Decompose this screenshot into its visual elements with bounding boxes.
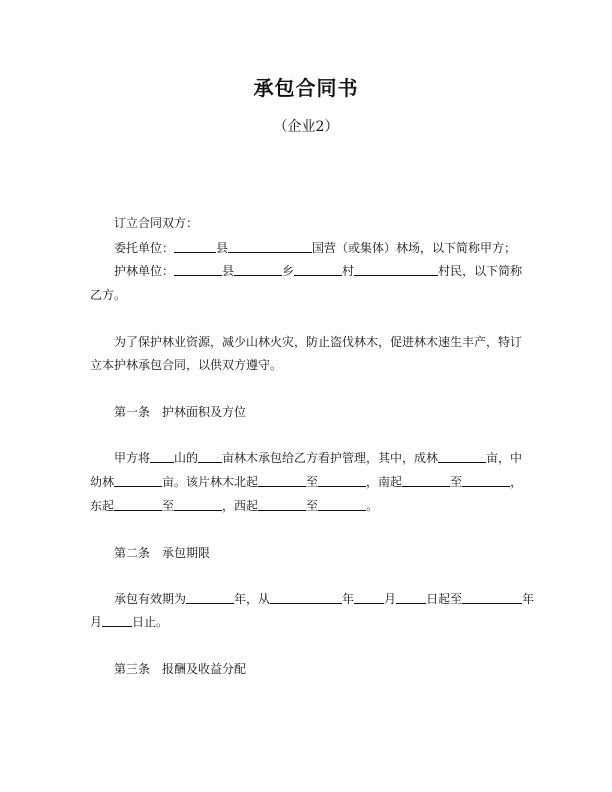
blank-south-from[interactable] [402,474,450,487]
blank-end-year[interactable] [462,591,522,604]
blank-mountain[interactable] [150,450,174,463]
parties-heading: 订立合同双方： [114,216,199,230]
blank-township[interactable] [234,263,282,276]
article-1-line-3: 东起 至 ，西起 至 。 [90,499,379,513]
article-2-heading: 第二条 承包期限 [114,546,211,560]
purpose-line-1: 为了保护林业资源，减少山林火灾，防止盗伐林木，促进林木速生丰产，特订 [114,335,523,349]
article-2-line-1: 承包有效期为 年，从 年 月 日起至 年 [114,592,535,606]
purpose-line-2: 立本护林承包合同，以供双方遵守。 [90,358,283,372]
blank-term-years[interactable] [186,591,234,604]
blank-forest-farm[interactable] [228,240,312,253]
blank-west-to[interactable] [318,498,366,511]
document-title: 承包合同书 [253,76,359,100]
blank-start-month[interactable] [354,591,384,604]
article-1-line-2: 幼林 亩。该片林木北起 至 ，南起 至 ， [90,475,523,489]
blank-county[interactable] [174,240,216,253]
blank-area[interactable] [198,450,222,463]
article-3-heading: 第三条 报酬及收益分配 [114,662,247,676]
guard-party-line-cont: 乙方。 [90,288,127,302]
blank-west-from[interactable] [258,498,306,511]
article-2-line-2: 月 日止。 [90,615,169,629]
entrusting-party-line: 委托单位： 县 国营（或集体）林场，以下简称甲方； [114,241,517,255]
blank-start-year[interactable] [270,591,342,604]
blank-county[interactable] [174,263,222,276]
blank-villager[interactable] [354,263,438,276]
blank-young-area[interactable] [114,474,162,487]
guard-party-line: 护林单位： 县 乡 村 村民，以下简称 [114,264,523,278]
blank-end-month[interactable] [102,614,132,627]
document-subtitle: （企业2） [273,119,339,135]
blank-south-to[interactable] [462,474,510,487]
blank-east-to[interactable] [174,498,222,511]
blank-mature-area[interactable] [438,450,486,463]
blank-north-to[interactable] [318,474,366,487]
blank-east-from[interactable] [114,498,162,511]
article-1-heading: 第一条 护林面积及方位 [114,405,247,419]
blank-north-from[interactable] [258,474,306,487]
blank-start-day[interactable] [396,591,426,604]
article-1-line-1: 甲方将 山的 亩林木承包给乙方看护管理，其中，成林 亩，中 [114,451,523,465]
blank-village[interactable] [294,263,342,276]
